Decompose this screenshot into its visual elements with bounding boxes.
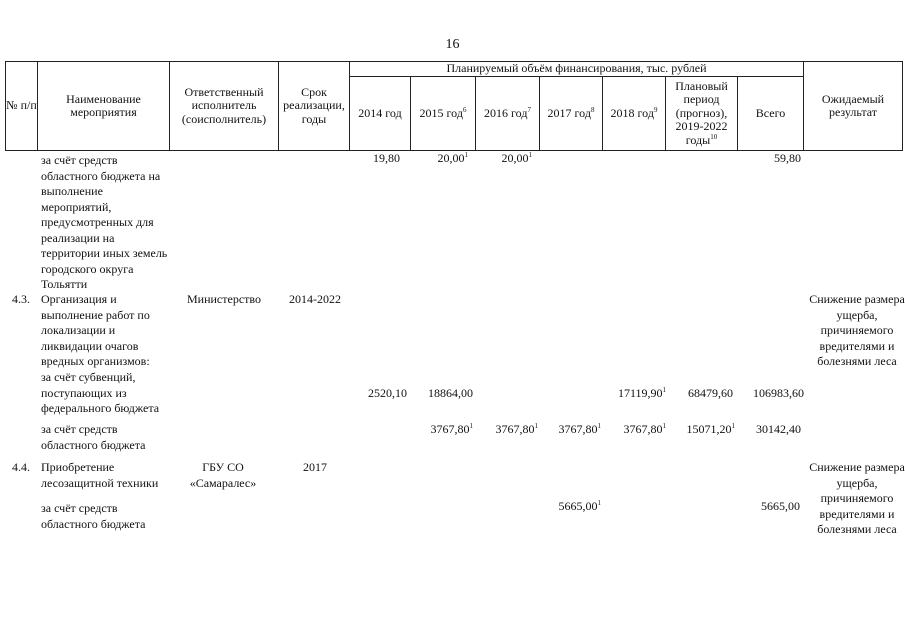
header-plan-period-label xyxy=(666,80,737,148)
row1-2016-val: 20,00 xyxy=(501,151,529,165)
header-2015 xyxy=(410,76,476,151)
header-2016-label xyxy=(484,107,531,121)
row44-executor: ГБУ СО «Самаралес» xyxy=(189,460,257,490)
row44a-2017-val: 5665,00 xyxy=(558,499,598,513)
row43b-2017 xyxy=(539,422,601,438)
header-term-label: Срок реализации, годы xyxy=(283,84,345,126)
row44a-total: 5665,00 xyxy=(761,499,800,513)
row44-num: 4.4. xyxy=(12,460,30,474)
header-2017-sup: 8 xyxy=(590,105,595,114)
header-2014-label: 2014 год xyxy=(358,105,402,120)
row44a-2017 xyxy=(539,499,601,515)
row43-executor: Министерство xyxy=(187,292,261,306)
header-2017-text: 2017 год xyxy=(547,105,591,120)
row1-2016 xyxy=(475,151,532,167)
header-2018-sup: 9 xyxy=(653,105,658,114)
header-result-label: Ожидаемый результат xyxy=(821,91,885,119)
row43a-2018 xyxy=(602,386,666,402)
row43a-total: 106983,60 xyxy=(753,386,804,400)
header-total-label: Всего xyxy=(755,105,786,120)
header-plan-period xyxy=(665,76,738,151)
row43a-2018-val: 17119,90 xyxy=(617,386,663,400)
header-2018 xyxy=(602,76,666,151)
row43b-2018 xyxy=(602,422,666,438)
header-2018-label xyxy=(611,107,658,121)
header-executor xyxy=(169,61,279,151)
row1-2014: 19,80 xyxy=(373,151,400,165)
header-name-label: Наименование мероприятия xyxy=(66,91,141,119)
row43b-2017-val: 3767,80 xyxy=(558,422,598,436)
row1-2015 xyxy=(410,151,468,167)
row43a-2014: 2520,10 xyxy=(368,386,407,400)
header-num-label: № п/п xyxy=(6,98,37,113)
row44-result: Снижение размера ущерба, причиняемого вредителями и болезнями леса xyxy=(809,460,905,536)
header-result xyxy=(803,61,903,151)
header-2017-label xyxy=(548,107,595,121)
row43-term: 2014-2022 xyxy=(289,292,341,306)
header-term xyxy=(278,61,350,151)
row43-num: 4.3. xyxy=(12,292,30,306)
row44a-name: за счёт средств областного бюджета xyxy=(41,501,146,531)
row44a-2017-sup: 1 xyxy=(597,499,601,507)
header-name xyxy=(37,61,170,151)
row43b-2015-sup: 1 xyxy=(469,422,473,430)
header-total xyxy=(737,76,804,151)
header-2016-text: 2016 год xyxy=(484,105,528,120)
row43b-2017-sup: 1 xyxy=(597,422,601,430)
row43b-2016 xyxy=(475,422,538,438)
row1-total: 59,80 xyxy=(774,151,801,165)
page-number: 16 xyxy=(445,37,460,52)
row44-name: Приобретение лесозащитной техники xyxy=(41,460,159,490)
header-2016-sup: 7 xyxy=(527,105,531,114)
row43b-2016-val: 3767,80 xyxy=(495,422,535,436)
header-plan-period-text: Плановый период (прогноз), 2019-2022 годы xyxy=(675,78,728,147)
header-planned xyxy=(349,61,804,77)
header-plan-period-sup: 10 xyxy=(710,132,718,141)
row43b-plan xyxy=(662,422,735,438)
row43b-2018-sup: 1 xyxy=(662,422,666,430)
header-2014 xyxy=(349,76,411,151)
header-2015-label xyxy=(420,107,467,121)
row43b-2018-val: 3767,80 xyxy=(623,422,663,436)
row43b-2015-val: 3767,80 xyxy=(430,422,470,436)
header-planned-label: Планируемый объём финансирования, тыс. рублей xyxy=(446,61,707,76)
row1-name: за счёт средств областного бюджета на выполнение мероприятий, предусмотренных для реализации на территории иных земель городского округа Тольятти xyxy=(41,153,168,291)
row43a-plan: 68479,60 xyxy=(688,386,733,400)
header-2015-sup: 6 xyxy=(462,105,467,114)
row44-term: 2017 xyxy=(303,460,327,474)
header-2016 xyxy=(475,76,540,151)
row43b-plan-val: 15071,20 xyxy=(686,422,732,436)
row43b-2015 xyxy=(410,422,473,438)
row43a-2018-sup: 1 xyxy=(662,386,666,394)
row43b-total: 30142,40 xyxy=(756,422,801,436)
row1-2015-sup: 1 xyxy=(464,151,468,159)
row1-2015-val: 20,00 xyxy=(437,151,465,165)
header-2015-text: 2015 год xyxy=(419,105,463,120)
row1-2016-sup: 1 xyxy=(528,151,532,159)
header-num xyxy=(5,61,38,151)
row43b-plan-sup: 1 xyxy=(731,422,735,430)
header-2018-text: 2018 год xyxy=(610,105,654,120)
row43b-2016-sup: 1 xyxy=(534,422,538,430)
row43b-name: за счёт средств областного бюджета xyxy=(41,422,146,452)
header-executor-label: Ответственный исполнитель (соисполнитель) xyxy=(181,84,267,126)
header-2017 xyxy=(539,76,603,151)
row43a-2015: 18864,00 xyxy=(428,386,473,400)
row43-name: Организация и выполнение работ по локализации и ликвидации очагов вредных организмов: xyxy=(41,292,150,368)
row43-result: Снижение размера ущерба, причиняемого вредителями и болезнями леса xyxy=(809,292,905,368)
row43a-name: за счёт субвенций, поступающих из федерального бюджета xyxy=(41,370,160,415)
